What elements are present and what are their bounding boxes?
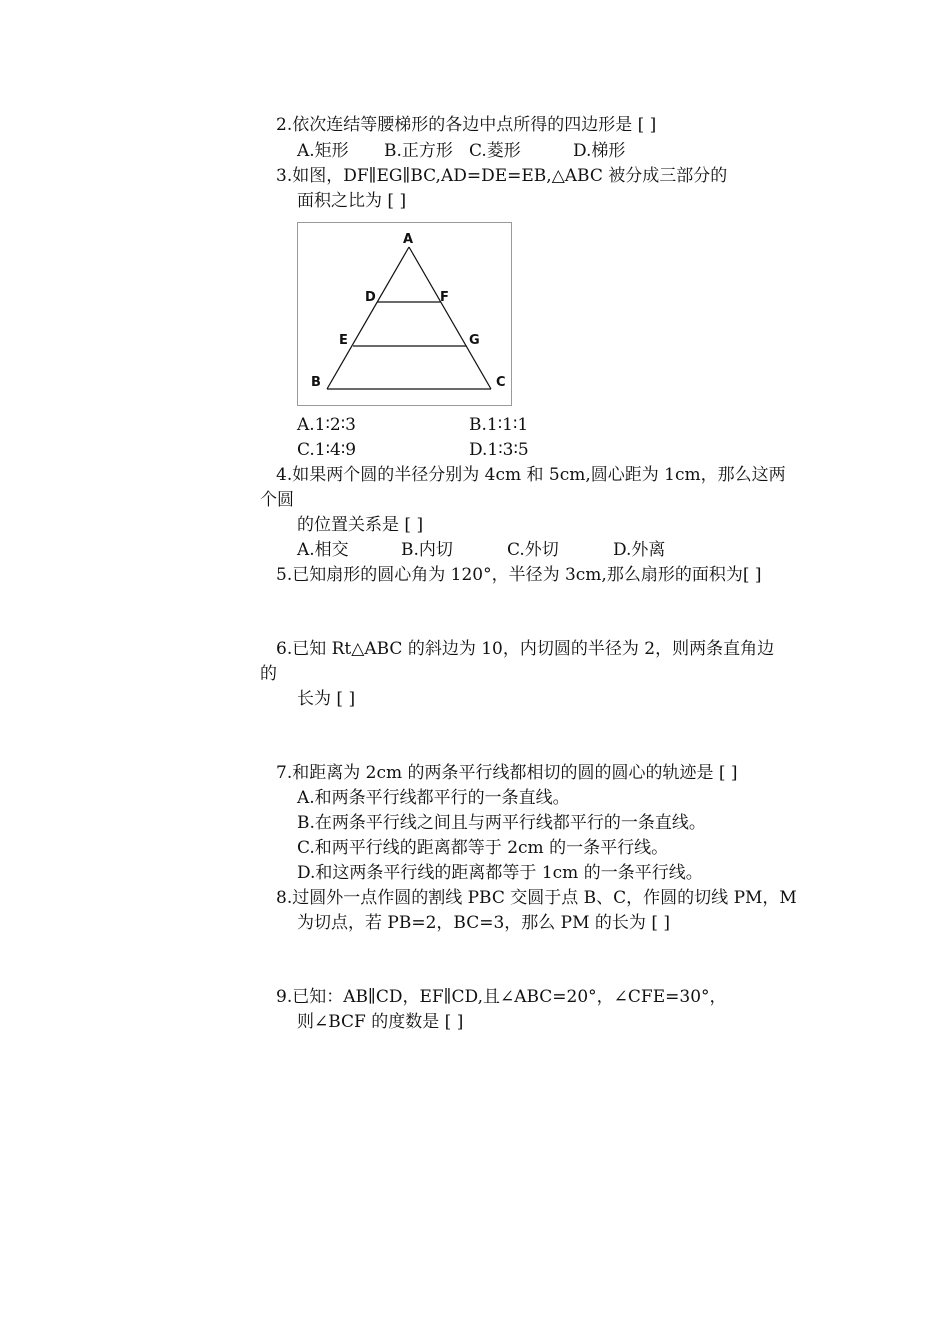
triangle-figure bbox=[297, 222, 512, 406]
question-7-option-b: B.在两条平行线之间且与两平行线都平行的一条直线。 bbox=[297, 813, 706, 833]
question-3-option-a: A.1∶2∶3 bbox=[297, 415, 356, 435]
question-7-stem: 7.和距离为 2cm 的两条平行线都相切的圆的圆心的轨迹是 [ ] bbox=[276, 763, 738, 783]
question-6-stem-line-1: 6.已知 Rt△ABC 的斜边为 10，内切圆的半径为 2，则两条直角边 bbox=[276, 639, 775, 659]
vertex-label-a: A bbox=[403, 232, 414, 247]
question-8-stem-line-1: 8.过圆外一点作圆的割线 PBC 交圆于点 B、C，作圆的切线 PM，M bbox=[276, 888, 797, 908]
question-6-stem-line-2: 的 bbox=[260, 664, 277, 684]
question-7-option-c: C.和两平行线的距离都等于 2cm 的一条平行线。 bbox=[297, 838, 669, 858]
question-3-option-c: C.1∶4∶9 bbox=[297, 440, 357, 460]
question-4-option-d: D.外离 bbox=[613, 540, 666, 560]
question-2-option-c: C.菱形 bbox=[469, 141, 521, 161]
question-4-stem-line-3: 的位置关系是 [ ] bbox=[297, 515, 424, 535]
question-4-stem-line-2: 个圆 bbox=[260, 490, 294, 510]
question-3-option-d: D.1∶3∶5 bbox=[469, 440, 529, 460]
side-ac bbox=[409, 247, 491, 389]
vertex-label-g: G bbox=[469, 333, 480, 348]
question-7-option-a: A.和两条平行线都平行的一条直线。 bbox=[297, 788, 570, 808]
question-3-stem-line-1: 3.如图，DF∥EG∥BC,AD=DE=EB,△ABC 被分成三部分的 bbox=[276, 166, 728, 186]
vertex-label-e: E bbox=[339, 333, 348, 348]
question-9-stem-line-2: 则∠BCF 的度数是 [ ] bbox=[297, 1012, 464, 1032]
question-2-option-d: D.梯形 bbox=[573, 141, 626, 161]
question-2-option-a: A.矩形 bbox=[297, 141, 349, 161]
vertex-label-d: D bbox=[365, 290, 376, 305]
question-4-stem-line-1: 4.如果两个圆的半径分别为 4cm 和 5cm,圆心距为 1cm，那么这两 bbox=[276, 465, 786, 485]
question-4-option-c: C.外切 bbox=[507, 540, 559, 560]
triangle-diagram bbox=[298, 223, 511, 405]
side-ab bbox=[327, 247, 409, 389]
question-2-stem: 2.依次连结等腰梯形的各边中点所得的四边形是 [ ] bbox=[276, 115, 657, 135]
question-3-option-b: B.1∶1∶1 bbox=[469, 415, 529, 435]
question-9-stem-line-1: 9.已知：AB∥CD，EF∥CD,且∠ABC=20°，∠CFE=30°， bbox=[276, 987, 727, 1007]
question-6-stem-line-3: 长为 [ ] bbox=[297, 689, 356, 709]
question-4-option-a: A.相交 bbox=[297, 540, 349, 560]
vertex-label-f: F bbox=[440, 290, 449, 305]
vertex-label-b: B bbox=[311, 375, 321, 390]
question-7-option-d: D.和这两条平行线的距离都等于 1cm 的一条平行线。 bbox=[297, 863, 703, 883]
vertex-label-c: C bbox=[496, 375, 506, 390]
question-5-stem: 5.已知扇形的圆心角为 120°，半径为 3cm,那么扇形的面积为[ ] bbox=[276, 565, 762, 585]
question-2-option-b: B.正方形 bbox=[384, 141, 453, 161]
question-4-option-b: B.内切 bbox=[401, 540, 453, 560]
question-8-stem-line-2: 为切点，若 PB=2，BC=3，那么 PM 的长为 [ ] bbox=[297, 913, 670, 933]
question-3-stem-line-2: 面积之比为 [ ] bbox=[297, 191, 407, 211]
